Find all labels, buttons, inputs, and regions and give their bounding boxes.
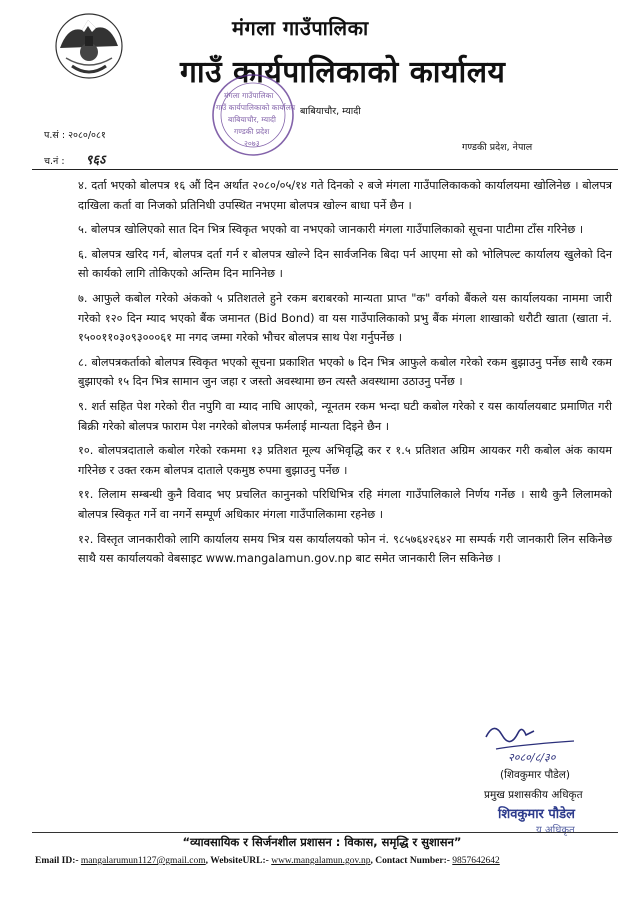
list-item	[78, 485, 612, 524]
province: गण्डकी प्रदेश, नेपाल	[462, 142, 533, 153]
handwritten-signature	[478, 715, 580, 765]
clause-text: ९. शर्त सहित पेश गरेको रीत नपुगि वा म्याद नाघि आएको, न्यूनतम रकम भन्दा घटी कबोल गरेको र यस कार्यालयबाट प्रमाणित गरी बिक्री गरेको बोलपत्र फाराम पेश नगरेको बोलपत्र फर्मलाई मान्यता दिइने छैन ।	[78, 399, 612, 433]
list-item	[78, 220, 612, 240]
contact-line	[35, 856, 500, 866]
office-address: बाबियाचौर, म्यादी	[300, 106, 361, 117]
website-label: , WebsiteURL:-	[205, 856, 269, 866]
official-seal	[210, 72, 296, 158]
slogan: “व्यावसायिक र सिर्जनशील प्रशासन : विकास, समृद्धि र सुशासन”	[182, 835, 462, 849]
clause-text: ७. आफुले कबोल गरेको अंकको ५ प्रतिशतले हुने रकम बराबरको मान्यता प्राप्त "क" वर्गको बैंकले यस कार्यालयका नाममा जारी गरेको १२० दिन म्याद भएको बैंक जमानत (Bid Bond) वा यस गाउँपालिकाको प्रभु बैंक मंगला शाखाको धरौटी खाता (खाता नं. १५००११०३०९३०००६१ मा नगद जम्मा गरेको भौचर बोलपत्र साथ पेश गर्नुपर्नेछ ।	[78, 291, 612, 345]
list-item	[78, 530, 612, 569]
name-stamp: शिवकुमार पौडेल	[498, 807, 575, 822]
contact-number-label: , Contact Number:-	[370, 856, 450, 866]
org-name: मंगला गाउँपालिका	[232, 16, 369, 40]
list-item	[78, 176, 612, 215]
header-divider	[32, 169, 618, 170]
letter-number-value: २०८०/०८१	[68, 130, 106, 141]
designation-stamp: य अधिकृत	[536, 825, 575, 836]
clause-text: १०. बोलपत्रदाताले कबोल गरेको रकममा १३ प्रतिशत मूल्य अभिवृद्धि कर र १.५ प्रतिशत अग्रिम आयकर गरी कबोल अंक कायम गरिनेछ र उक्त रकम बोलपत्र दाताले एकमुष्ठ रुपमा बुझाउनु पर्नेछ ।	[78, 444, 612, 477]
email-link[interactable]: mangalarumun1127@gmail.com	[80, 856, 206, 866]
seal-line-2: गाउँ कार्यपालिकाको कार्यालय	[216, 103, 296, 112]
email-label: Email ID:-	[35, 856, 79, 866]
office-name: गाउँ कार्यपालिकाको कार्यालय	[180, 55, 506, 90]
contact-number[interactable]: 9857642642	[452, 856, 500, 866]
footer-divider	[32, 832, 618, 833]
list-item	[78, 353, 612, 392]
dispatch-number-value: ९६ऽ	[85, 153, 106, 168]
seal-line-1: मंगला गाउँपालिका	[224, 91, 274, 100]
seal-line-5: २०७३	[244, 139, 260, 148]
seal-line-3: बाबियाचौर, म्यादी	[228, 115, 276, 124]
clause-text: ४. दर्ता भएको बोलपत्र १६ औं दिन अर्थात २०८०/०५/१४ गते दिनको २ बजे मंगला गाउँपालिकाकको कार्यालयमा खोलिनेछ । बोलपत्र दाखिला कर्ता वा निजको प्रतिनिधी उपस्थित नभएमा बोलपत्र खोल्न बाधा पर्ने छैन ।	[78, 179, 612, 212]
clause-text: ५. बोलपत्र खोलिएको सात दिन भित्र स्विकृत भएको वा नभएको जानकारी मंगला गाउँपालिकाको सूचना पाटीमा टाँस गरिनेछ ।	[78, 223, 584, 237]
signature-date: २०८०/८/३०	[508, 751, 556, 764]
clause-text: ११. लिलाम सम्बन्धी कुनै विवाद भए प्रचलित कानुनको परिधिभित्र रहि मंगला गाउँपालिकाले निर्णय गर्नेछ । साथै कुनै लिलामको बोलपत्र स्विकृत गर्ने वा नगर्ने सम्पूर्ण अधिकार मंगला गाउँपालिकामा रहनेछ ।	[78, 488, 612, 521]
list-item	[78, 397, 612, 436]
list-item	[78, 441, 612, 480]
clause-text: ६. बोलपत्र खरिद गर्न, बोलपत्र दर्ता गर्न र बोलपत्र खोल्ने दिन सार्वजनिक बिदा पर्न आएमा सो को भोलिपल्ट कार्यालय खुलेको दिन सो कार्यको लागि तोकिएको अन्तिम दिन मानिनेछ ।	[78, 247, 612, 281]
dispatch-number	[44, 150, 105, 168]
clause-text: १२. विस्तृत जानकारीको लागि कार्यालय समय भित्र यस कार्यालयको फोन नं. ९८५७६४२६४२ मा सम्पर्क गरी जानकारी लिन सकिनेछ साथै यस कार्यालयको वेबसाइट www.mangalamun.gov.np बाट समेत जानकारी लिन सकिनेछ ।	[78, 532, 612, 566]
letter-number	[44, 128, 106, 141]
clause-list	[78, 176, 612, 574]
signer-name: (शिवकुमार पौडेल)	[500, 769, 571, 781]
dispatch-number-label: च.नं :	[44, 156, 65, 167]
seal-line-4: गण्डकी प्रदेश	[234, 127, 270, 136]
nepal-emblem-icon	[52, 8, 126, 82]
letter-number-label: प.सं :	[44, 130, 66, 141]
list-item	[78, 289, 612, 348]
list-item	[78, 245, 612, 284]
signer-designation: प्रमुख प्रशासकीय अधिकृत	[484, 789, 583, 801]
website-link[interactable]: www.mangalamun.gov.np	[271, 856, 371, 866]
clause-text: ८. बोलपत्रकर्ताको बोलपत्र स्विकृत भएको सूचना प्रकाशित भएको ७ दिन भित्र आफुले कबोल गरेको रकम बुझाउनु पर्नेछ साथै रकम बुझाएको १५ दिन भित्र सामान जुन जहा र जस्तो अवस्थामा छन त्यस्तै अवस्थामा उठाउनु पर्नेछ ।	[78, 355, 612, 389]
